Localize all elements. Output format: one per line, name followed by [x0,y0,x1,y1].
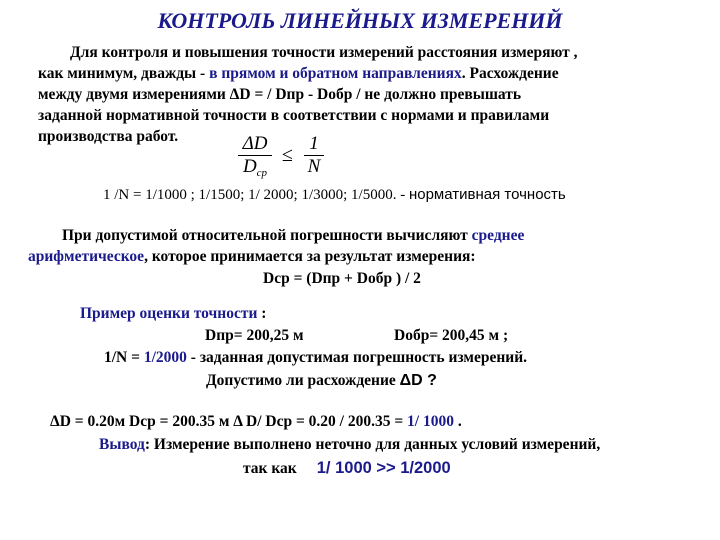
accuracy-formula [238,134,338,180]
conclusion-label: Вывод [99,436,145,453]
example-dobr: Dобр= 200,45 м ; [394,327,509,344]
page-title: КОНТРОЛЬ ЛИНЕЙНЫХ ИЗМЕРЕНИЙ [157,8,563,33]
ratios-label: нормативная точность [408,186,566,203]
formula-den-d: D [242,156,257,177]
formula-denominator-left [238,157,272,183]
mean-line-1 [62,227,524,245]
example-dpr: Dпр= 200,25 м [205,327,304,344]
result-conclusion [99,436,600,454]
result-since [243,459,451,478]
calculation-result: 1/ 1000 [407,413,454,430]
conclusion-text: : Измерение выполнено неточно для данных условий измерений, [144,436,601,453]
mean-line-2-text: , которое принимается за результат измерения: [144,248,476,265]
formula-right-fraction [304,134,324,177]
formula-operator: ≤ [282,144,293,166]
formula-den-sub: ср [256,167,268,179]
mean-highlight-1: среднее [471,227,525,244]
intro-line-2 [38,63,559,84]
intro-highlight-directions: в прямом и обратном направлениях [209,65,462,82]
example-question [206,372,437,390]
mean-highlight-2: арифметическое [28,248,145,265]
intro-line-3: между двумя измерениями ΔD = / Dпр - Dобр / не должно превышать [38,86,522,103]
formula-numerator-right: 1 [309,133,319,154]
mean-line-1-text: При допустимой относительной погрешности вычисляют [62,227,472,244]
since-comparison: 1/ 1000 >> 1/2000 [316,459,451,477]
ratios-values: 1 /N = 1/1000 ; 1/1500; 1/ 2000; 1/3000; 1/5000. - [103,187,406,203]
intro-line-2-tail: . Расхождение [461,65,559,82]
intro-line-1: Для контроля и повышения точности измерений расстояния измеряют , [70,44,578,61]
calculation-text: ΔD = 0.20м Dср = 200.35 м Δ D/ Dср = 0.20 / 200.35 = [50,413,408,430]
since-text: так как [243,460,297,477]
mean-formula: Dср = (Dпр + Dобр ) / 2 [263,270,421,287]
example-heading-text: Пример оценки точности [80,305,258,322]
calculation-end: . [453,413,462,430]
question-delta: ΔD ? [399,372,437,389]
tolerance-prefix: 1/N = [104,349,144,366]
intro-line-2-text: как минимум, дважды - [38,65,210,82]
tolerance-text: - заданная допустимая погрешность измерений. [186,349,528,366]
intro-line-5: производства работ. [38,128,179,145]
question-text: Допустимо ли расхождение [206,372,400,389]
example-heading-colon: : [257,305,267,322]
example-heading [80,305,266,323]
formula-left-fraction [238,134,272,183]
mean-line-2 [28,248,476,266]
intro-line-4: заданной нормативной точности в соответствии с нормами и правилами [38,107,550,124]
formula-denominator-right: N [307,156,321,177]
formula-numerator-left: ΔD [242,133,268,154]
example-tolerance [104,349,527,367]
tolerance-value: 1/2000 [143,349,187,366]
result-calculation [50,413,462,431]
ratios-line [103,186,566,204]
